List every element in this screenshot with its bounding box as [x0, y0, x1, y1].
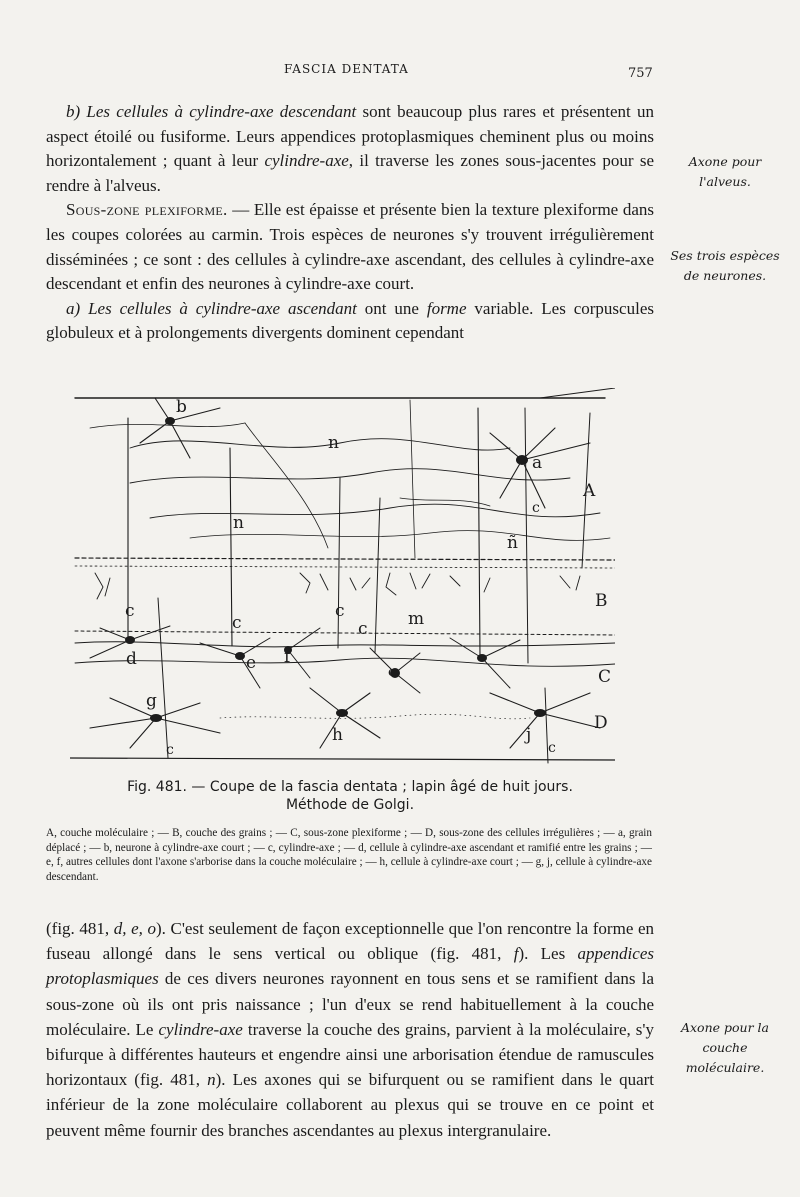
running-head-title: FASCIA DENTATA: [284, 62, 409, 76]
label-m: m: [408, 609, 425, 629]
label-c1: c: [125, 601, 135, 621]
label-j: j: [526, 725, 532, 745]
label-a: a: [532, 453, 543, 473]
italic-term: forme: [426, 298, 467, 318]
section-heading: Sous-zone plexiforme.: [66, 200, 228, 220]
label-n-mid: n: [233, 513, 244, 533]
label-C: C: [598, 667, 612, 687]
body-text-top: [46, 100, 654, 346]
caption-line-2: Méthode de Golgi.: [285, 797, 415, 813]
running-head: [0, 62, 800, 82]
label-D: D: [594, 713, 608, 733]
label-B: B: [595, 591, 608, 611]
italic-term: Les cellules à cylindre-axe descendant: [86, 102, 357, 121]
paragraph-a: a) Les cellules à cylindre-axe ascendant ont une forme variable. Les corpuscules globuleux et à prolongements divergents dominent cependant: [46, 298, 654, 343]
paragraph-label: b): [66, 102, 81, 121]
label-e: e: [246, 653, 257, 673]
label-b: b: [176, 397, 187, 417]
neuron-drawing: [70, 388, 615, 770]
label-o: o: [388, 665, 396, 680]
label-g: g: [146, 691, 157, 711]
body-text-bottom: [46, 916, 654, 1143]
label-n-top: n: [328, 433, 339, 453]
paragraph-continuation: (fig. 481, d, e, o). C'est seulement de façon exceptionnelle que l'on rencontre la forme en fuseau allongé dans le sens vertical ou oblique (fig. 481, f). Les appendices protoplasmiques de ces divers neurones rayonnent en tous sens et se ramifient dans la sous-zone où ils ont pris naissance ; l'un d'eux se rend habituellement à la couche moléculaire. Le cylindre-axe traverse la couche des grains, parvient à la moléculaire, s'y bifurque à différentes hauteurs et engendre ainsi une arborisation étendue de ramuscules horizontaux (fig. 481, n). Les axones qui se bifurquent ou se ramifient dans le quart inférieur de la zone moléculaire collaborent au plexus qui se trouve en ce point et peuvent même fournir des branches ascendantes au plexus intergranulaire.: [46, 919, 655, 1140]
margin-note-axone-alveus: Axone pour l'alveus.: [688, 154, 762, 189]
label-h: h: [332, 725, 343, 745]
margin-note-axone-moleculaire: Axone pour la couche moléculaire.: [680, 1020, 769, 1075]
label-A: A: [583, 481, 596, 501]
label-c-right: c: [532, 500, 540, 516]
label-f: f: [284, 647, 291, 667]
label-c4: c: [358, 619, 368, 639]
label-c-bottom-right: c: [548, 740, 556, 756]
label-c-bottom-left: c: [166, 742, 174, 758]
italic-term: Les cellules à cylindre-axe ascendant: [88, 298, 357, 318]
page-number: 757: [628, 66, 653, 81]
paragraph-sous-zone: Sous-zone plexiforme. — Elle est épaisse et présente bien la texture plexiforme dans les coupes colorées au carmin. Trois espèces de neurones s'y trouvent irrégulièrement disséminées ; ce sont : des cellules à cylindre-axe ascendant, des cellules à cylindre-axe descendant et enfin des neurones à cylindre-axe court.: [46, 200, 654, 294]
label-c2: c: [232, 613, 242, 633]
italic-term: cylindre-axe: [264, 151, 349, 171]
caption-line-1: Fig. 481. — Coupe de la fascia dentata ; lapin âgé de huit jours.: [127, 779, 573, 795]
margin-note-trois-especes: Ses trois espèces de neurones.: [670, 248, 780, 283]
label-n-tilde: ñ: [507, 533, 518, 553]
paragraph-b: b) Les cellules à cylindre-axe descendant sont beaucoup plus rares et présentent un aspect étoilé ou fusiforme. Leurs appendices protoplasmiques cheminent plus ou moins horizontalement ; quant à leur cylindre-axe, il traverse les zones sous-jacentes pour se rendre à l'alveus.: [46, 102, 654, 195]
figure-481-illustration: [70, 388, 615, 770]
figure-legend: A, couche moléculaire ; — B, couche des grains ; — C, sous-zone plexiforme ; — D, sous-zone des cellules irrégulières ; — a, grain déplacé ; — b, neurone à cylindre-axe court ; — c, cylindre-axe ; — d, cellule à cylindre-axe ascendant et ramifié entre les grains ; — e, f, autres cellules dont l'axone s'arborise dans la couche moléculaire ; — h, cellule à cylindre-axe court ; — g, j, cellule à cylindre-axe descendant.: [46, 827, 652, 883]
figure-caption: [46, 778, 654, 814]
paragraph-label: a): [66, 298, 81, 318]
label-c3: c: [335, 601, 345, 621]
label-d: d: [126, 649, 137, 669]
